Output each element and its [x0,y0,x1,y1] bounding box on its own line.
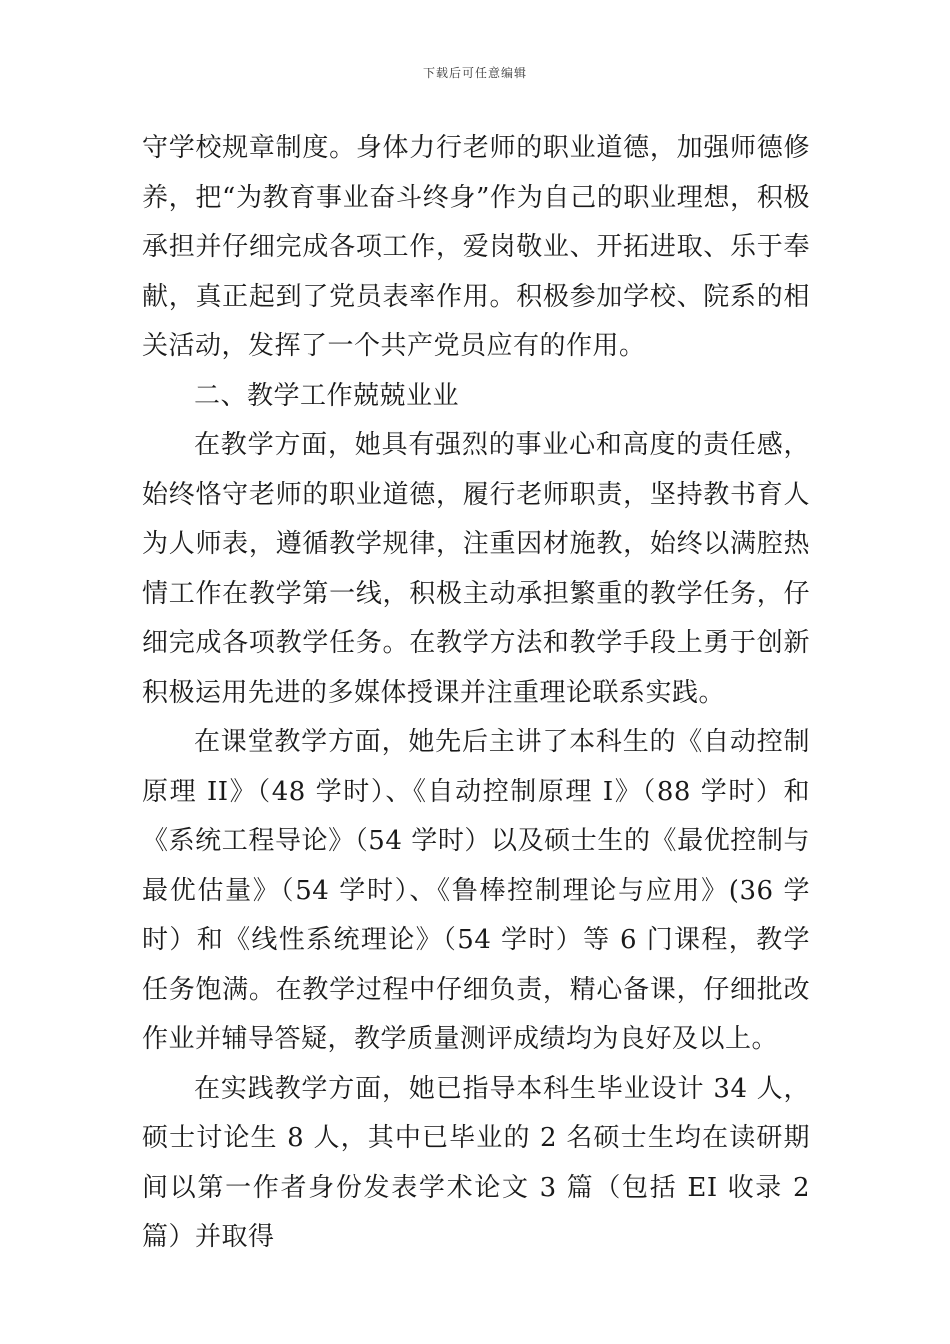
page-header: 下载后可任意编辑 [422,66,527,80]
paragraph-classroom-teaching: 在课堂教学方面，她先后主讲了本科生的《自动控制原理 II》（48 学时）、《自动控制原理 I》（88 学时）和《系统工程导论》（54 学时）以及硕士生的《最优控制与最优估量》（54 学时）、《鲁棒控制理论与应用》(36 学时）和《线性系统理论》（54 学时）等 6 门课程，教学任务饱满。在教学过程中仔细负责，精心备课，仔细批改作业并辅导答疑，教学质量测评成绩均为良好及以上。 [142,727,810,1054]
paragraph-practice-teaching: 在实践教学方面，她已指导本科生毕业设计 34 人，硕士讨论生 8 人，其中已毕业的 2 名硕士生均在读研期间以第一作者身份发表学术论文 3 篇（包括 EI 收录 2 篇）并取得 [142,1073,810,1252]
paragraph-1: 守学校规章制度。身体力行老师的职业道德，加强师德修养，把“为教育事业奋斗终身”作为自己的职业理想，积极承担并仔细完成各项工作，爱岗敬业、开拓进取、乐于奉献，真正起到了党员表率作用。积极参加学校、院系的相关活动，发挥了一个共产党员应有的作用。 [142,133,810,361]
document-body [142,124,810,1263]
paragraph-teaching: 在教学方面，她具有强烈的事业心和高度的责任感，始终恪守老师的职业道德，履行老师职责，坚持教书育人为人师表，遵循教学规律，注重因材施教，始终以满腔热情工作在教学第一线，积极主动承担繁重的教学任务，仔细完成各项教学任务。在教学方法和教学手段上勇于创新积极运用先进的多媒体授课并注重理论联系实践。 [142,430,810,708]
section-heading-2: 二、教学工作兢兢业业 [194,380,460,411]
